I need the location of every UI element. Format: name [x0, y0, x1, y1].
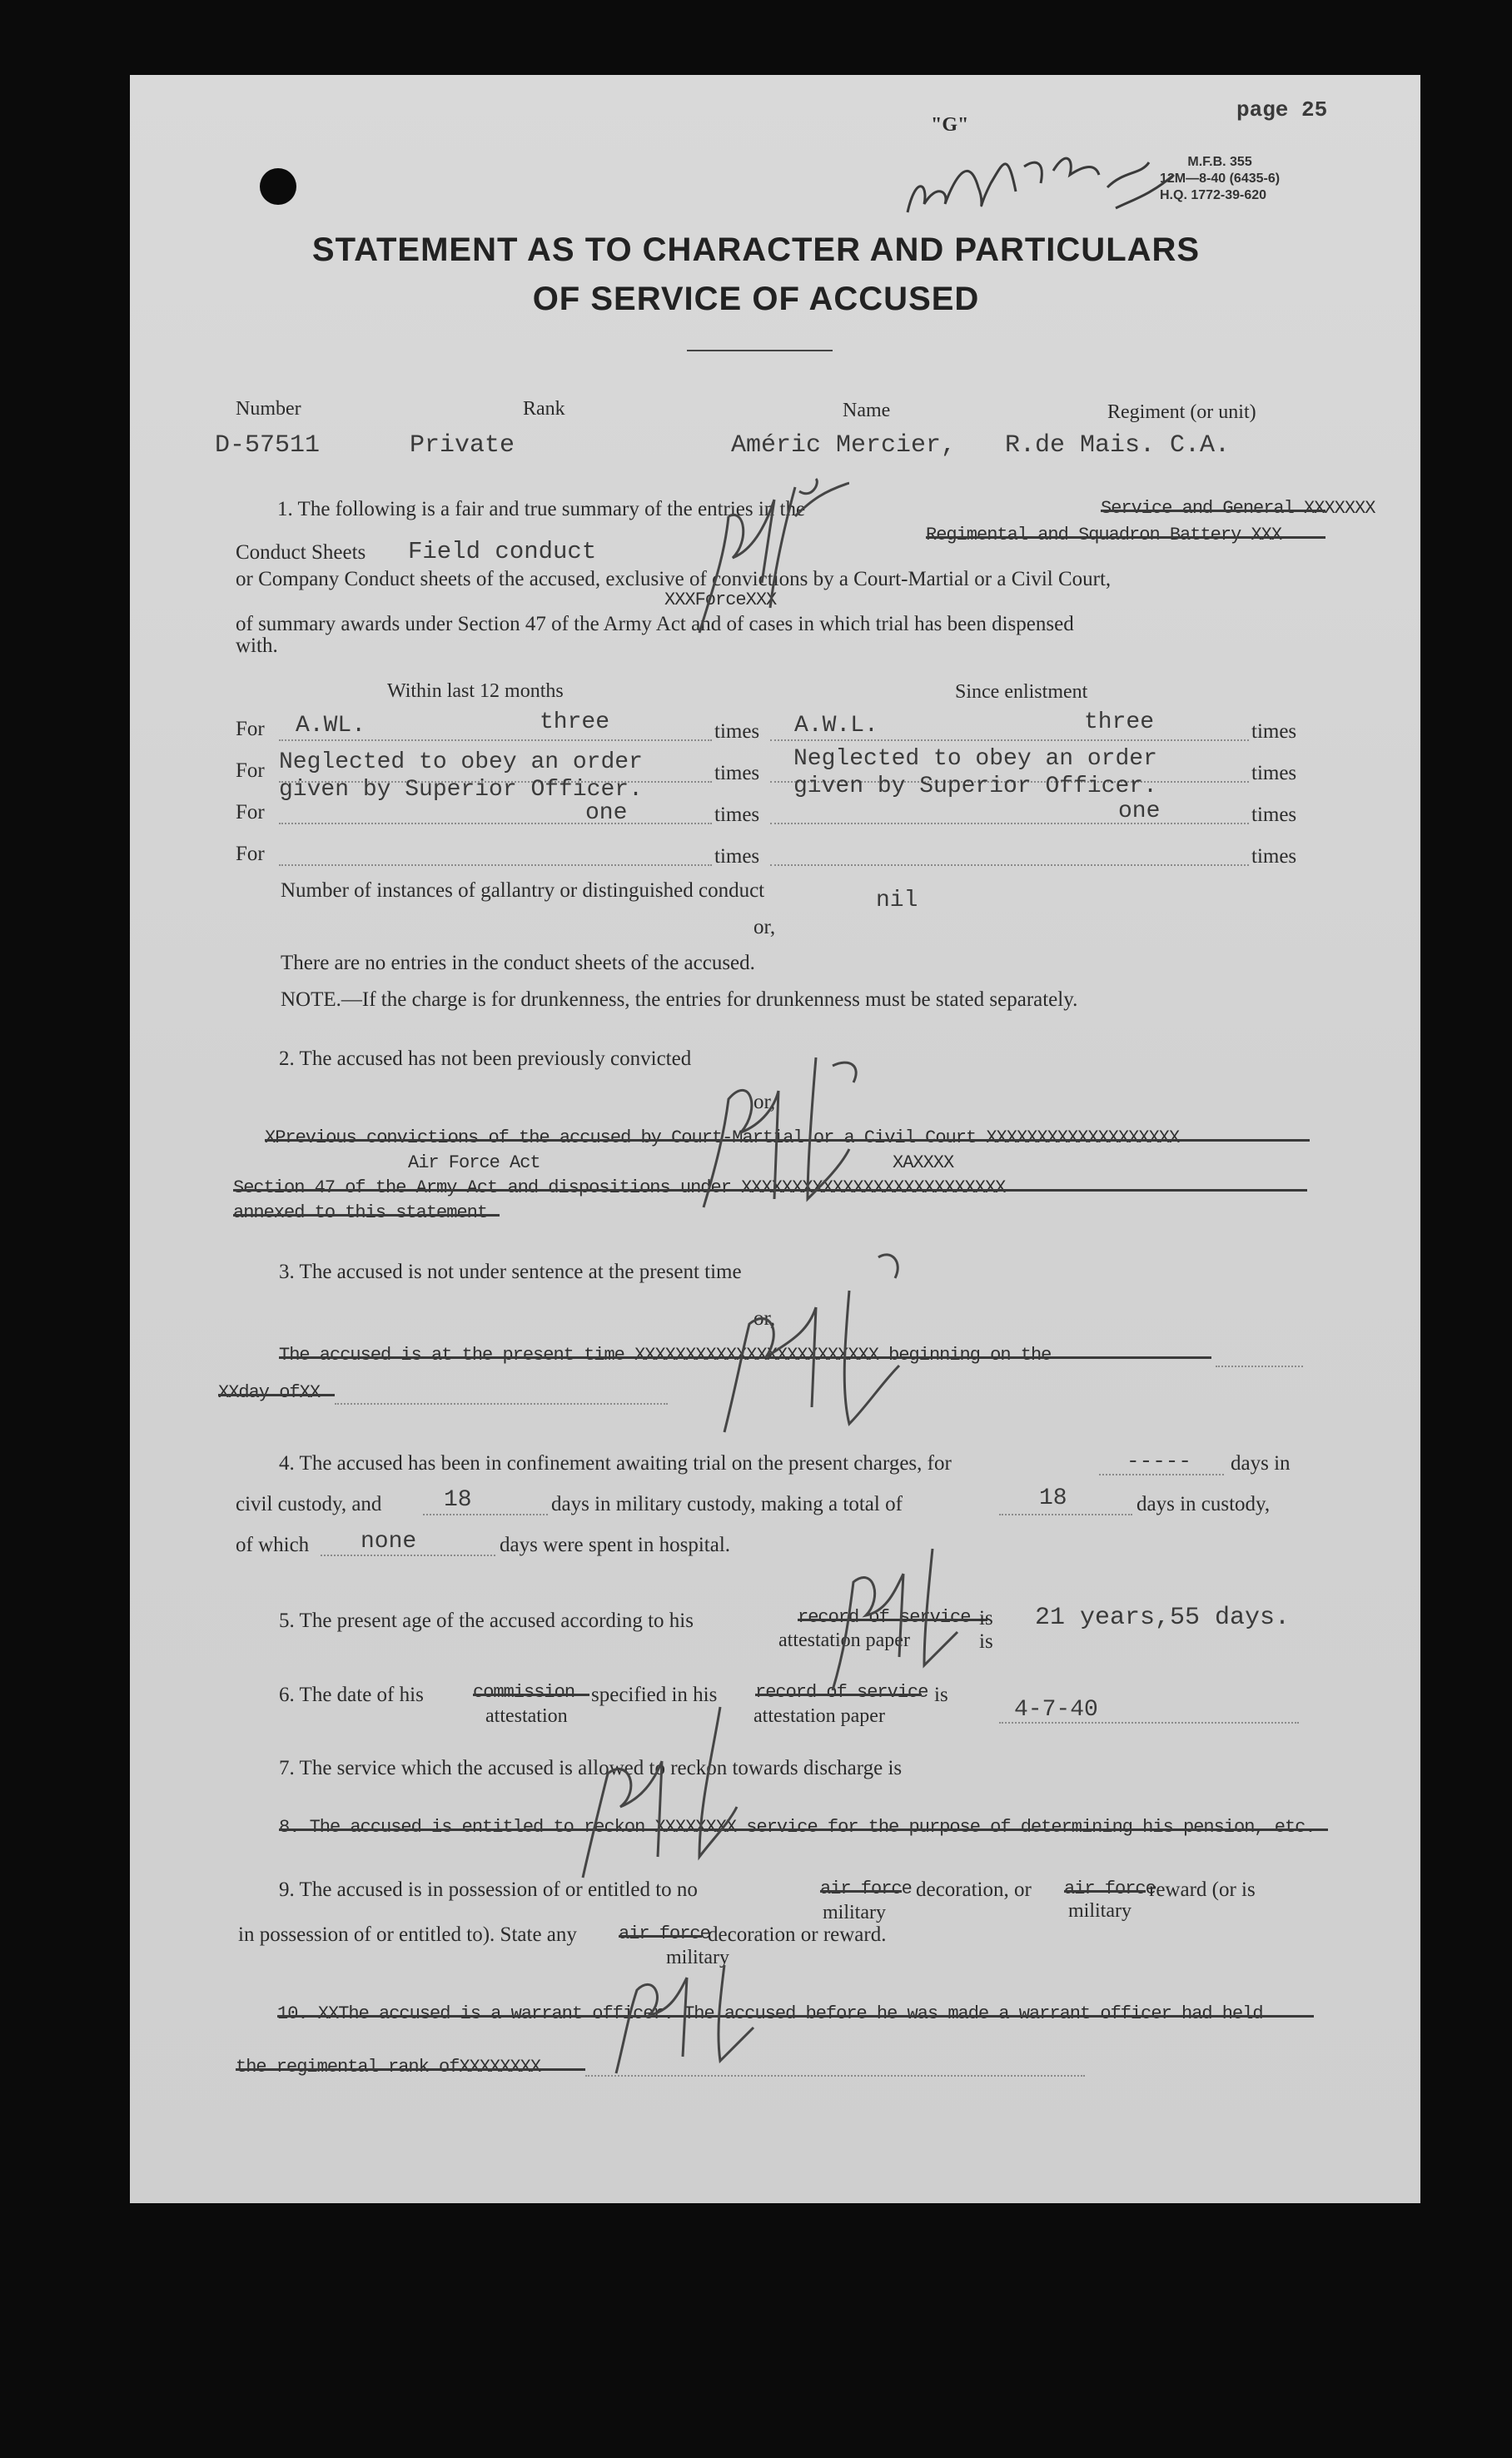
hospital-days: none: [361, 1529, 417, 1555]
section4-line2a: civil custody, and: [236, 1493, 382, 1515]
section4-line1: 4. The accused has been in confinement awaiting trial on the present charges, for: [279, 1452, 952, 1475]
is-text: is: [979, 1630, 993, 1653]
section9-line2b: decoration or reward.: [708, 1923, 887, 1946]
since-offence: Neglected to obey an order: [793, 746, 1157, 772]
punch-hole: [260, 168, 296, 205]
section4-line2b: days in military custody, making a total of: [551, 1493, 903, 1515]
struck-text: Air Force Act: [408, 1152, 540, 1173]
name-value: Améric Mercier,: [731, 431, 957, 460]
or-text: or,: [754, 1091, 776, 1113]
struck-text: XXXForceXXX: [664, 590, 777, 610]
or-text: or,: [754, 1307, 776, 1330]
struck-text: Section 47 of the Army Act and dispositions under XXXXXXXXXXXXXXXXXXXXXXXXXX: [233, 1177, 1006, 1198]
strikethrough: [1101, 510, 1325, 512]
days-in-text: days in: [1231, 1452, 1291, 1475]
strikethrough: [233, 1214, 500, 1217]
age-value: 21 years,55 days.: [1035, 1604, 1291, 1632]
form-ref-line: 12M—8-40 (6435-6): [1160, 172, 1281, 186]
since-offence: A.W.L.: [794, 713, 878, 739]
section9-line1b: decoration, or: [916, 1878, 1032, 1901]
no-entries-text: There are no entries in the conduct sheets of the accused.: [281, 952, 755, 974]
times-label: times: [1251, 720, 1297, 743]
section4-line3b: days were spent in hospital.: [500, 1534, 731, 1556]
fill-line: [770, 864, 1249, 866]
since-times: three: [1084, 709, 1155, 735]
is-text: is: [934, 1684, 948, 1706]
regiment-value: R.de Mais. C.A.: [1005, 431, 1231, 460]
or-text: or,: [754, 916, 776, 938]
times-label: times: [1251, 804, 1297, 826]
struck-text: XPrevious convictions of the accused by Court-Martial or a Civil Court XXXXXXXXXXXXXXXXXXX: [265, 1127, 1180, 1148]
struck-text: 10. XXThe accused is a warrant officer. The accused before he was made a warrant officer had held: [277, 2003, 1263, 2024]
regiment-label: Regiment (or unit): [1107, 401, 1256, 423]
strikethrough: [1064, 1890, 1146, 1893]
fill-line: [1216, 1366, 1303, 1367]
military-text: military: [1068, 1900, 1132, 1922]
since-enlistment-label: Since enlistment: [955, 681, 1088, 703]
section6-text-a: 6. The date of his: [279, 1684, 424, 1706]
attestation-text: attestation: [485, 1705, 568, 1727]
fill-line: [423, 1514, 548, 1515]
section7-text: 7. The service which the accused is allowed to reckon towards discharge is: [279, 1757, 903, 1779]
strikethrough: [926, 536, 1325, 539]
struck-text: Regimental and Squadron Battery XXX: [926, 525, 1282, 545]
times-label: times: [714, 845, 760, 868]
section1-line4: with.: [236, 634, 278, 657]
section4-line3a: of which: [236, 1534, 310, 1556]
fill-line: [999, 1722, 1299, 1724]
for-label: For: [236, 718, 265, 740]
struck-text: XXday ofXX: [218, 1382, 321, 1403]
section9-line2a: in possession of or entitled to). State any: [238, 1923, 577, 1946]
is-text: is: [979, 1607, 993, 1630]
form-code: "G": [931, 114, 969, 136]
fill-line: [321, 1555, 495, 1556]
struck-text: Service and General XXXXXXX: [1101, 498, 1375, 519]
section4-line2c: days in custody,: [1136, 1493, 1271, 1515]
section5-text: 5. The present age of the accused according to his: [279, 1610, 694, 1632]
within-offence: Neglected to obey an order: [279, 749, 643, 775]
conduct-sheets-label: Conduct Sheets: [236, 541, 366, 564]
struck-text: air force: [619, 1923, 710, 1944]
fill-line: [1099, 1474, 1224, 1475]
within-offence: given by Superior Officer.: [279, 777, 643, 803]
struck-text: air force: [820, 1878, 912, 1899]
page-subtitle: OF SERVICE OF ACCUSED: [532, 281, 980, 317]
within-times: three: [540, 709, 610, 735]
handwritten-signature: [899, 125, 1182, 225]
for-label: For: [236, 801, 265, 823]
attestation-paper-text: attestation paper: [778, 1630, 910, 1651]
struck-text: record of service: [798, 1607, 971, 1628]
since-times: one: [1118, 799, 1161, 824]
name-label: Name: [843, 400, 891, 421]
within-times: one: [585, 800, 628, 826]
form-ref-line: H.Q. 1772-39-620: [1160, 188, 1267, 202]
section1-line3: of summary awards under Section 47 of the Army Act and of cases in which trial has been dispensed: [236, 613, 1074, 635]
within-offence: A.WL.: [296, 713, 366, 739]
times-label: times: [1251, 762, 1297, 784]
fill-line: [999, 1514, 1132, 1515]
section3-text: 3. The accused is not under sentence at the present time: [279, 1261, 742, 1283]
section9-line1c: reward (or is: [1149, 1878, 1256, 1901]
form-ref-line: M.F.B. 355: [1187, 155, 1252, 169]
struck-text: air force: [1064, 1878, 1156, 1899]
conduct-sheets-value: Field conduct: [408, 538, 597, 565]
enlistment-date-value: 4-7-40: [1014, 1697, 1098, 1723]
rank-value: Private: [410, 431, 515, 460]
gallantry-label: Number of instances of gallantry or distinguished conduct: [281, 879, 765, 902]
fill-line: [279, 739, 712, 741]
section9-line1a: 9. The accused is in possession of or entitled to no: [279, 1878, 698, 1901]
note-text: NOTE.—If the charge is for drunkenness, the entries for drunkenness must be stated separately.: [281, 988, 1078, 1011]
page-title: STATEMENT AS TO CHARACTER AND PARTICULARS: [311, 231, 1201, 268]
struck-text: XAXXXX: [893, 1152, 954, 1173]
struck-text: 8. The accused is entitled to reckon XXXXXXXX service for the purpose of determining his pension, etc.: [279, 1817, 1316, 1838]
section2-text: 2. The accused has not been previously convicted: [279, 1047, 692, 1070]
strikethrough: [277, 2015, 1314, 2018]
fill-line: [335, 1403, 668, 1405]
strikethrough: [820, 1890, 902, 1893]
strikethrough: [236, 2068, 585, 2071]
handwritten-initials: [599, 1948, 766, 2082]
struck-text: The accused is at the present time XXXXXXXXXXXXXXXXXXXXXXXX beginning on the: [279, 1345, 1052, 1366]
military-text: military: [823, 1902, 886, 1923]
number-label: Number: [236, 398, 301, 420]
total-custody-days: 18: [1039, 1485, 1067, 1511]
gallantry-value: nil: [876, 888, 918, 913]
rank-label: Rank: [523, 398, 565, 420]
handwritten-initials: [708, 1241, 924, 1457]
handwritten-initials: [799, 1540, 966, 1707]
struck-text: annexed to this statement: [233, 1202, 488, 1223]
fill-line: [770, 739, 1249, 741]
section1-line2: or Company Conduct sheets of the accused, exclusive of convictions by a Court-Martial or a Civil Court,: [236, 568, 1112, 590]
attestation-paper-text: attestation paper: [754, 1705, 885, 1727]
struck-text: the regimental rank ofXXXXXXXX: [236, 2057, 541, 2077]
page-number: page 25: [1236, 97, 1328, 122]
military-custody-days: 18: [444, 1487, 472, 1513]
times-label: times: [714, 804, 760, 826]
within-12-months-label: Within last 12 months: [387, 680, 564, 702]
civil-custody-days: -----: [1127, 1449, 1192, 1474]
strikethrough: [218, 1394, 335, 1396]
fill-line: [279, 823, 712, 824]
title-rule: [687, 350, 833, 351]
times-label: times: [714, 762, 760, 784]
since-offence: given by Superior Officer.: [793, 774, 1157, 799]
military-text: military: [666, 1947, 729, 1968]
strikethrough: [619, 1935, 702, 1938]
struck-text: commission: [473, 1682, 575, 1703]
times-label: times: [1251, 845, 1297, 868]
for-label: For: [236, 843, 265, 865]
for-label: For: [236, 759, 265, 782]
fill-line: [279, 864, 712, 866]
section6-text-b: specified in his: [591, 1684, 718, 1706]
handwritten-initials: [683, 1041, 899, 1241]
times-label: times: [714, 720, 760, 743]
handwritten-initials: [649, 466, 849, 641]
section1-intro: 1. The following is a fair and true summary of the entries in the: [277, 498, 806, 520]
number-value: D-57511: [215, 431, 321, 460]
strikethrough: [279, 1829, 1328, 1831]
fill-line: [770, 823, 1249, 824]
struck-text: record of service: [755, 1682, 928, 1703]
handwritten-initials: [566, 1690, 749, 1890]
